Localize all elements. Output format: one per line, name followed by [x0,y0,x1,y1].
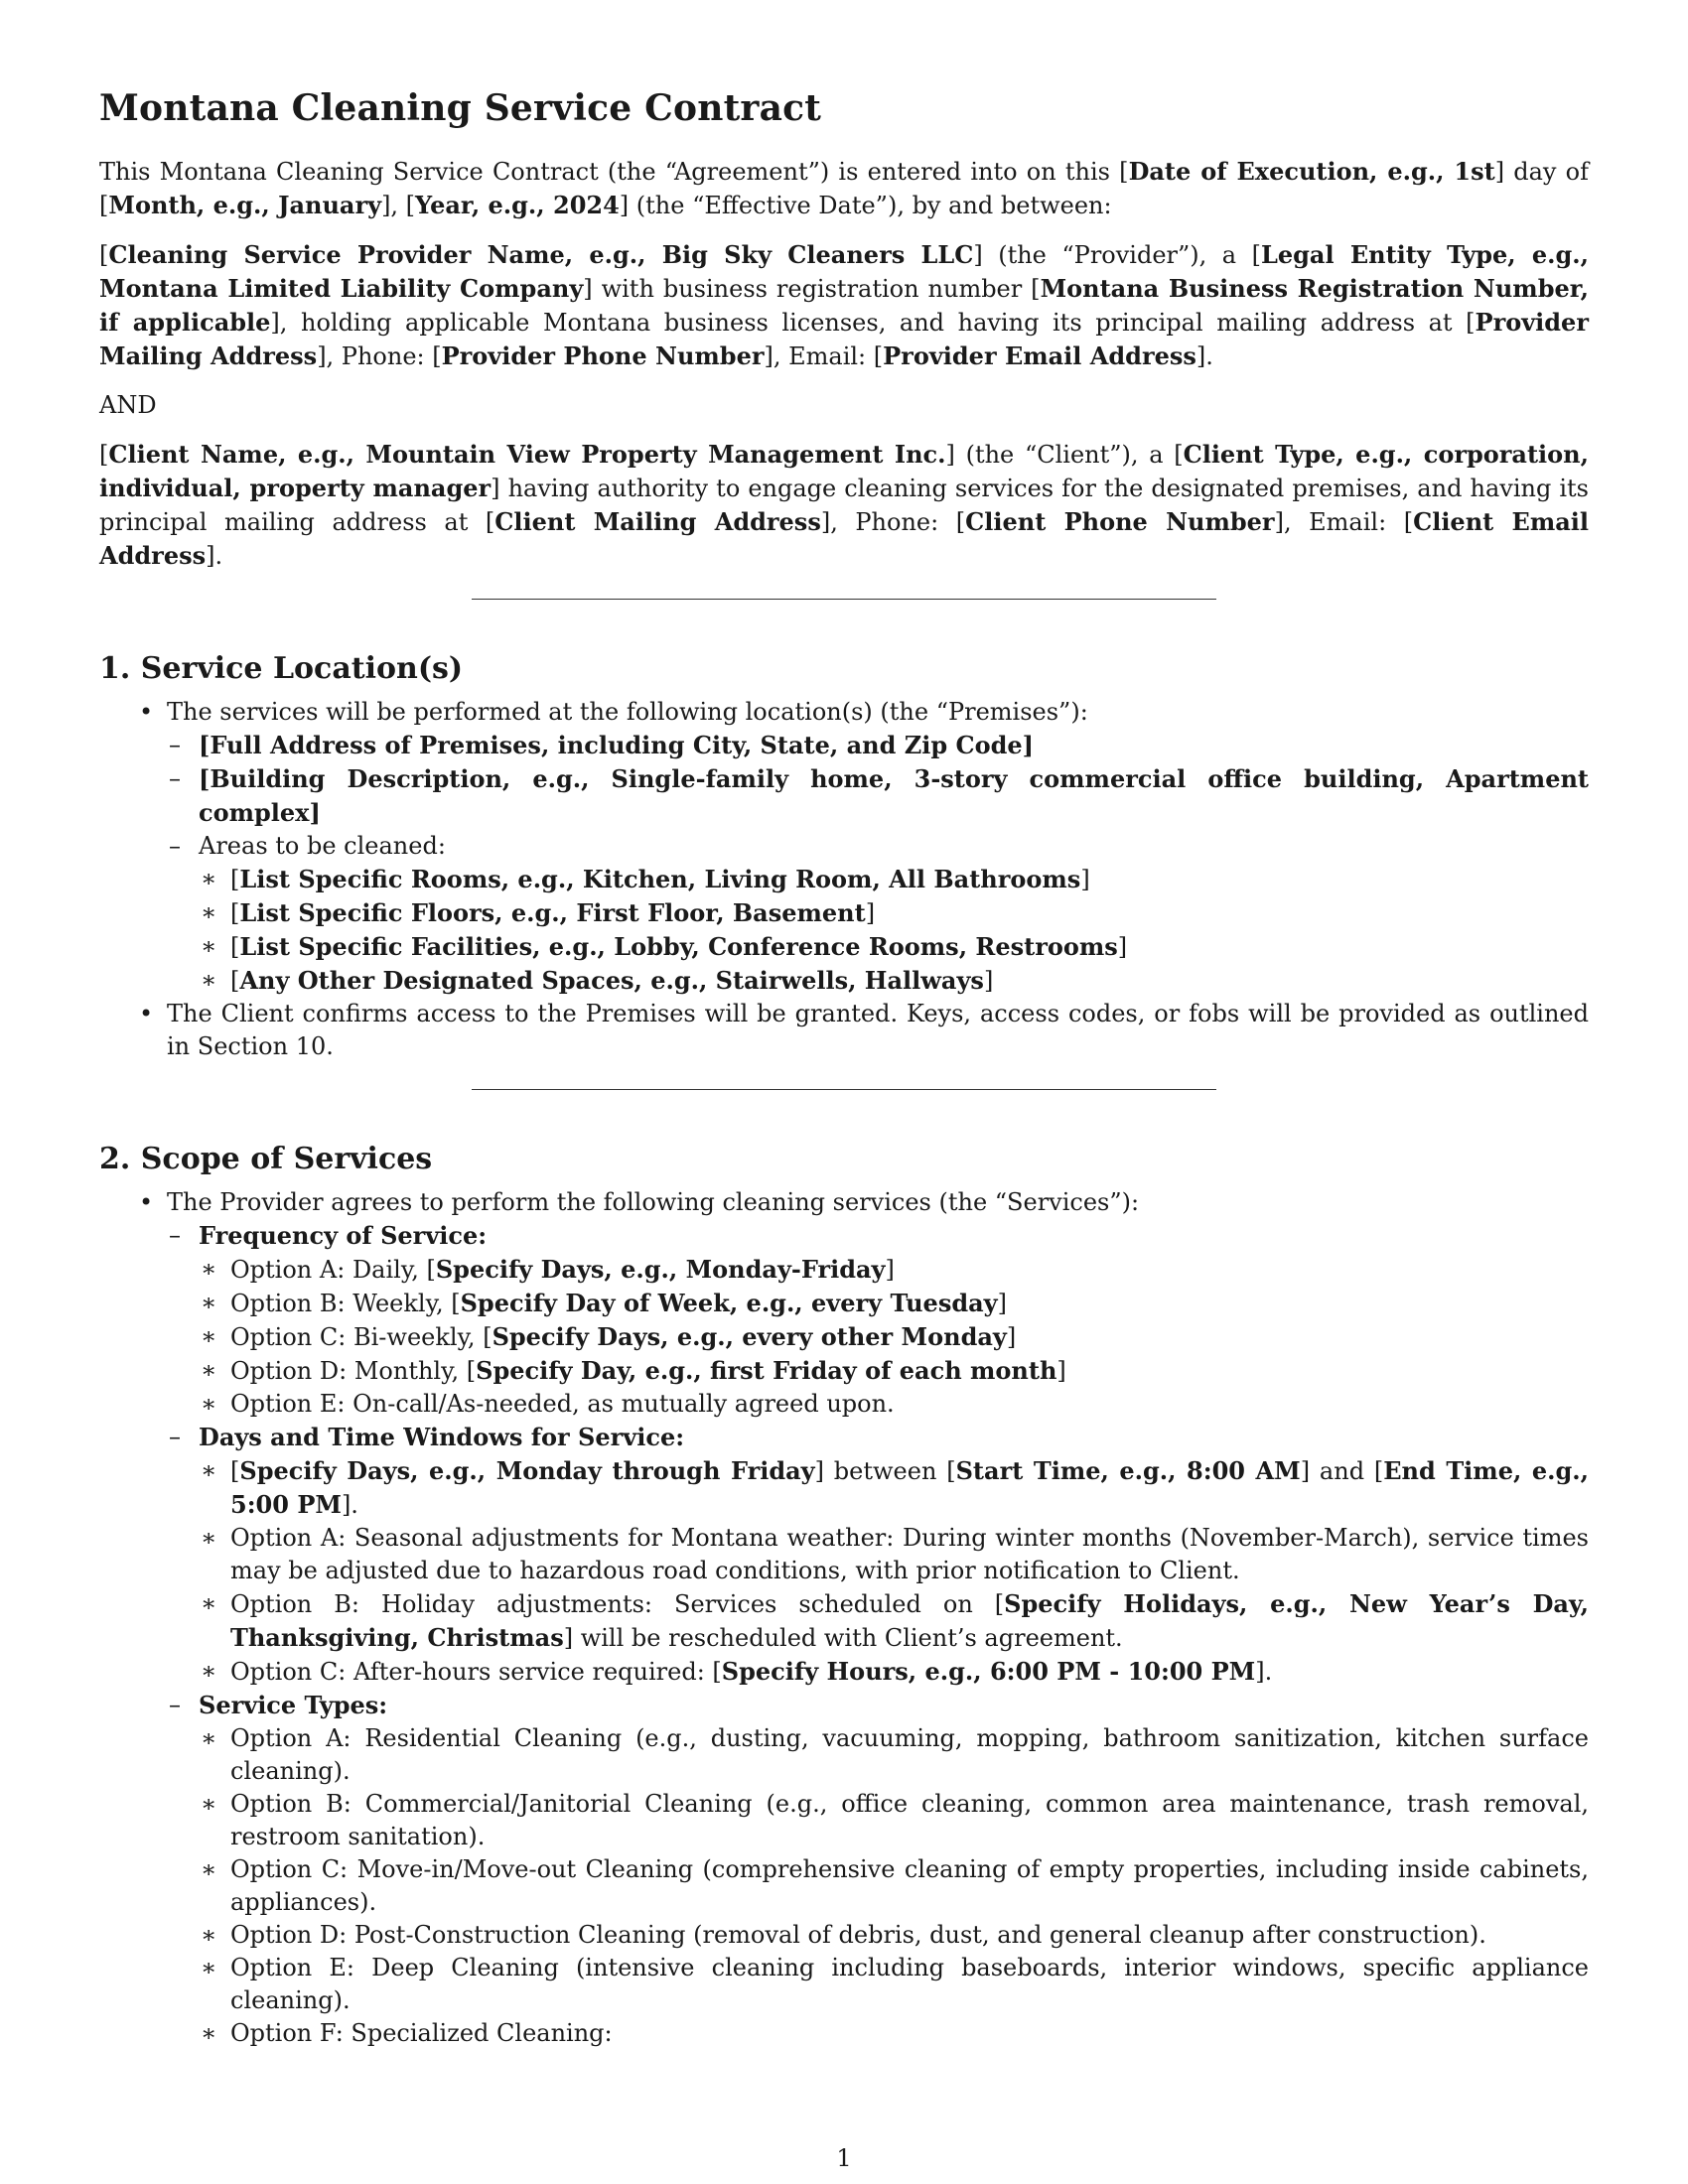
list-item: ∗ Option E: Deep Cleaning (intensive cleaning including baseboards, interior windows, specific appliance cleaning). [201,1954,1589,2014]
star-marker: ∗ [201,1589,217,1617]
list-item: • The services will be performed at the following location(s) (the “Premises”): – [Full Address of Premises, including City, State, and Zip Code] – [Building Description, e.g., Single-family home, 3-story commercial office building, Apartment complex] – Areas to be cleaned: ∗ [List Specific Rooms, e.g., Kitchen, Living Room, All Bathrooms] ∗ [List Specific Floors, e.g., First Floor, Basement] ∗ [List Specific Facilities, e.g., Lobby, Conference Rooms, Restrooms] ∗ [Any Other Designated Spaces, e.g., Stairwells, Hallways] [99,696,1589,998]
star-marker: ∗ [201,1790,217,1818]
star-marker: ∗ [201,932,217,960]
bullet-marker: • [139,698,154,726]
section-divider [472,599,1216,600]
list-item: – Service Types: ∗ Option A: Residential Cleaning (e.g., dusting, vacuuming, mopping, bathroom sanitization, kitchen surface cleaning). ∗ Option B: Commercial/Janitorial Cleaning (e.g., office cleaning, common area maintenance, trash removal, restroom sanitation). ∗ Option C: Move-in/Move-out Cleaning (comprehensive cleaning of empty properties, including inside cabinets, appliances). ∗ Option D: Post-Construction Cleaning (removal of debris, dust, and general cleanup after construction). ∗ Option E: Deep Cleaning (intensive cleaning including baseboards, interior windows, specific appliance cleaning). ∗ Option F: Specialized Cleaning: [199,1689,1589,2050]
star-marker: ∗ [201,966,217,994]
star-marker: ∗ [201,1390,217,1418]
bullet-marker: • [139,1188,154,1216]
star-marker: ∗ [201,1921,217,1949]
list-item: ∗ [List Specific Rooms, e.g., Kitchen, Living Room, All Bathrooms] [201,865,1090,893]
list-item: ∗ [List Specific Facilities, e.g., Lobby, Conference Rooms, Restrooms] [201,932,1128,961]
list-item: – Frequency of Service: ∗ Option A: Daily, [Specify Days, e.g., Monday-Friday] ∗ Option B: Weekly, [Specify Day of Week, e.g., every Tuesday] ∗ Option C: Bi-weekly, [Specify Days, e.g., every other Monday] ∗ Option D: Monthly, [Specify Day, e.g., first Friday of each month] ∗ Option E: On-call/As-needed, as mutually agreed upon. [199,1219,1589,1421]
list-item: ∗ [List Specific Floors, e.g., First Floor, Basement] [201,898,876,927]
and-separator: AND [99,391,157,419]
dash-marker: – [169,1423,181,1450]
list-item: ∗ Option C: After-hours service required: [Specify Hours, e.g., 6:00 PM - 10:00 PM]. [201,1657,1273,1686]
star-marker: ∗ [201,1322,217,1350]
list-item: • The Provider agrees to perform the following cleaning services (the “Services”): – Frequency of Service: ∗ Option A: Daily, [Specify Days, e.g., Monday-Friday] ∗ Option B: Weekly, [Specify Day of Week, e.g., every Tuesday] ∗ Option C: Bi-weekly, [Specify Days, e.g., every other Monday] ∗ Option D: Monthly, [Specify Day, e.g., first Friday of each month] ∗ Option E: On-call/As-needed, as mutually agreed upon. – Days and Time Windows for Service: ∗ [Specify Days, e.g., Monday through Friday] between [Start Time, e.g., 8:00 AM] and [End Time, e.g., 5:00 PM]. ∗ Option A: Seasonal adjustments for Montana weather: During winter months (November-March), service times may be adjusted due to hazardous road conditions, with prior notification to Client. ∗ Option B: Holiday adjustments: Services scheduled on [Specify Holidays, e.g., New Year’s Day, Thanksgiving, Christmas] will be rescheduled with Client’s agreement. ∗ Option C: After-hours service required: [Specify Hours, e.g., 6:00 PM - 10:00 PM]. – Service Types: ∗ Option A: Residential Cleaning (e.g., dusting, vacuuming, mopping, bathroom sanitization, kitchen surface cleaning). ∗ Option B: Commercial/Janitorial Cleaning (e.g., office cleaning, common area maintenance, trash removal, restroom sanitation). ∗ Option C: Move-in/Move-out Cleaning (comprehensive cleaning of empty properties, including inside cabinets, appliances). ∗ Option D: Post-Construction Cleaning (removal of debris, dust, and general cleanup after construction). ∗ Option E: Deep Cleaning (intensive cleaning including baseboards, interior windows, specific appliance cleaning). ∗ Option F: Specialized Cleaning: [99,1186,1589,2050]
section-2-heading: 2. Scope of Services [99,1142,433,1176]
client-paragraph: [Client Name, e.g., Mountain View Property Management Inc.] (the “Client”), a [Client Type, e.g., corporation, individual, property manager] having authority to engage cleaning services for the designated premises, and having its principal mailing address at [Client Mailing Address], Phone: [Client Phone Number], Email: [Client Email Address]. [99,440,1590,570]
list-item: ∗ Option E: On-call/As-needed, as mutually agreed upon. [230,1388,1589,1421]
star-marker: ∗ [201,865,217,892]
page-number: 1 [836,2144,852,2172]
intro-paragraph: This Montana Cleaning Service Contract (the “Agreement”) is entered into on this [Date of Execution, e.g., 1st] day of [Month, e.g., January], [Year, e.g., 2024] (the “Effective Date”), by and between: [99,157,1590,219]
list-item: ∗ Option B: Weekly, [Specify Day of Week, e.g., every Tuesday] [201,1289,1007,1317]
list-item: ∗ Option B: Commercial/Janitorial Cleaning (e.g., office cleaning, common area maintenance, trash removal, restroom sanitation). [201,1790,1589,1850]
dash-marker: – [169,1221,181,1249]
list-item: – [Building Description, e.g., Single-family home, 3-story commercial office building, Apartment complex] [169,764,1589,827]
contract-page [99,87,1589,2050]
list-item: ∗ Option A: Daily, [Specify Days, e.g., Monday-Friday] [201,1255,895,1284]
star-marker: ∗ [201,1456,217,1484]
list-item: ∗ Option C: Move-in/Move-out Cleaning (comprehensive cleaning of empty properties, including inside cabinets, appliances). [201,1855,1589,1916]
list-item: ∗ Option C: Bi-weekly, [Specify Days, e.g., every other Monday] [201,1322,1017,1351]
provider-paragraph: [Cleaning Service Provider Name, e.g., Big Sky Cleaners LLC] (the “Provider”), a [Legal Entity Type, e.g., Montana Limited Liability Company] with business registration number [Montana Business Registration Number, if applicable], holding applicable Montana business licenses, and having its principal mailing address at [Provider Mailing Address], Phone: [Provider Phone Number], Email: [Provider Email Address]. [99,240,1590,370]
bullet-marker: • [139,1000,154,1027]
list-item: ∗ Option A: Residential Cleaning (e.g., dusting, vacuuming, mopping, bathroom sanitization, kitchen surface cleaning). [201,1724,1589,1785]
list-item: ∗ Option B: Holiday adjustments: Services scheduled on [Specify Holidays, e.g., New Year’s Day, Thanksgiving, Christmas] will be rescheduled with Client’s agreement. [201,1589,1589,1652]
star-marker: ∗ [201,1289,217,1316]
list-item: ∗ [Any Other Designated Spaces, e.g., Stairwells, Hallways] [201,966,994,995]
star-marker: ∗ [201,1657,217,1685]
section-1-list [99,696,1589,1063]
list-item: ∗ Option D: Post-Construction Cleaning (removal of debris, dust, and general cleanup after construction). [230,1919,1589,1952]
section-divider [472,1089,1216,1090]
star-marker: ∗ [201,1356,217,1384]
star-marker: ∗ [201,1954,217,1981]
section-1-heading: 1. Service Location(s) [99,651,464,686]
star-marker: ∗ [201,2019,217,2047]
dash-marker: – [169,832,181,860]
list-item: ∗ [Specify Days, e.g., Monday through Friday] between [Start Time, e.g., 8:00 AM] and [End Time, e.g., 5:00 PM]. [201,1456,1589,1519]
section-2-list [99,1186,1589,2050]
list-item: – [Full Address of Premises, including City, State, and Zip Code] [169,731,1035,759]
list-item: ∗ Option F: Specialized Cleaning: [230,2017,1589,2050]
dash-marker: – [169,764,181,792]
list-item: • The Client confirms access to the Premises will be granted. Keys, access codes, or fobs will be provided as outlined in Section 10. [139,1000,1589,1060]
list-item: – Days and Time Windows for Service: ∗ [Specify Days, e.g., Monday through Friday] between [Start Time, e.g., 8:00 AM] and [End Time, e.g., 5:00 PM]. ∗ Option A: Seasonal adjustments for Montana weather: During winter months (November-March), service times may be adjusted due to hazardous road conditions, with prior notification to Client. ∗ Option B: Holiday adjustments: Services scheduled on [Specify Holidays, e.g., New Year’s Day, Thanksgiving, Christmas] will be rescheduled with Client’s agreement. ∗ Option C: After-hours service required: [Specify Hours, e.g., 6:00 PM - 10:00 PM]. [199,1421,1589,1689]
star-marker: ∗ [201,898,217,926]
list-item: ∗ Option A: Seasonal adjustments for Montana weather: During winter months (November-March), service times may be adjusted due to hazardous road conditions, with prior notification to Client. [201,1524,1589,1584]
star-marker: ∗ [201,1524,217,1552]
document-title: Montana Cleaning Service Contract [99,87,822,129]
star-marker: ∗ [201,1724,217,1752]
list-item: – Areas to be cleaned: ∗ [List Specific Rooms, e.g., Kitchen, Living Room, All Bathrooms] ∗ [List Specific Floors, e.g., First Floor, Basement] ∗ [List Specific Facilities, e.g., Lobby, Conference Rooms, Restrooms] ∗ [Any Other Designated Spaces, e.g., Stairwells, Hallways] [199,830,1589,998]
dash-marker: – [169,731,181,758]
dash-marker: – [169,1691,181,1718]
star-marker: ∗ [201,1855,217,1883]
star-marker: ∗ [201,1255,217,1283]
list-item: ∗ Option D: Monthly, [Specify Day, e.g., first Friday of each month] [201,1356,1066,1385]
